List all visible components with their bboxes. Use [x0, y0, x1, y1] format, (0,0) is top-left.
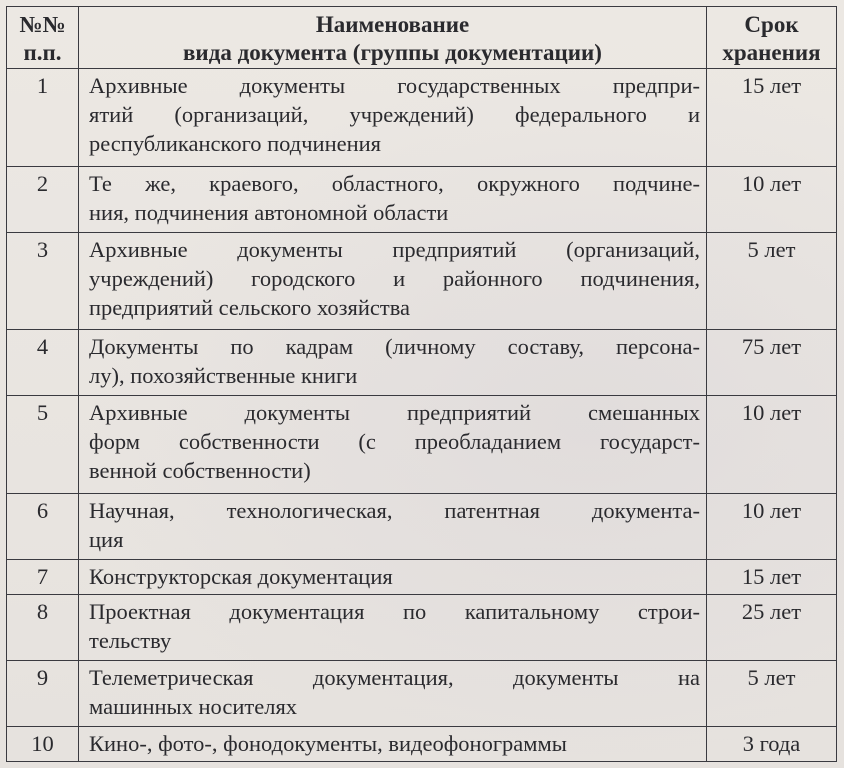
table-row: [7, 69, 837, 167]
document-name-line: Научная, технологическая, патентная документа-: [89, 498, 700, 524]
retention-term: 3 года: [707, 727, 837, 762]
document-name-line: Архивные документы предприятий смешанных: [89, 400, 700, 426]
table-header-row: [7, 7, 837, 69]
document-name-line: ятий (организаций, учреждений) федерального и: [89, 102, 700, 127]
document-name-line: Архивные документы государственных предпри-: [89, 73, 700, 98]
table-row: [7, 330, 837, 396]
table-row: [7, 494, 837, 560]
document-name-line: ния, подчинения автономной области: [89, 199, 449, 225]
document-name-line: Документы по кадрам (личному составу, персона-: [89, 334, 700, 360]
table-row: [7, 560, 837, 595]
retention-term: 25 лет: [707, 594, 837, 660]
retention-term: 5 лет: [707, 232, 837, 330]
document-type-name: [79, 560, 707, 595]
header-retention-term: Срок хранения: [707, 7, 837, 69]
document-type-name: [79, 494, 707, 560]
document-name-line: учреждений) городского и районного подчинения,: [89, 265, 700, 291]
document-name-line: Архивные документы предприятий (организаций,: [89, 236, 700, 262]
retention-term: 5 лет: [707, 661, 837, 727]
retention-term: 75 лет: [707, 330, 837, 396]
row-number: 3: [7, 232, 79, 330]
document-name-line: ция: [89, 527, 124, 553]
document-type-name: [79, 396, 707, 494]
header-number: №№ п.п.: [7, 7, 79, 69]
retention-table: [6, 6, 837, 762]
row-number: 7: [7, 560, 79, 595]
document-type-name: [79, 232, 707, 330]
retention-term: 10 лет: [707, 396, 837, 494]
retention-term: 15 лет: [707, 560, 837, 595]
table-body: [7, 69, 837, 762]
row-number: 2: [7, 166, 79, 232]
document-type-name: [79, 727, 707, 762]
document-type-name: [79, 661, 707, 727]
header-document-name: Наименование вида документа (группы документации): [79, 7, 707, 69]
document-name-line: Те же, краевого, областного, окружного подчине-: [89, 170, 700, 196]
document-name-line: венной собственности): [89, 458, 311, 484]
document-name-line: машинных носителях: [89, 694, 298, 720]
document-type-name: [79, 166, 707, 232]
document-type-name: [79, 69, 707, 167]
table-row: [7, 594, 837, 660]
row-number: 10: [7, 727, 79, 762]
row-number: 1: [7, 69, 79, 167]
document-name-line: предприятий сельского хозяйства: [89, 294, 411, 320]
document-name-line: Кино-, фото-, фонодокументы, видеофонограммы: [89, 731, 567, 757]
document-name-line: лу), похозяйственные книги: [89, 363, 358, 389]
document-name-line: Телеметрическая документация, документы на: [89, 665, 700, 691]
table-row: [7, 232, 837, 330]
table-row: [7, 661, 837, 727]
document-type-name: [79, 594, 707, 660]
table-row: [7, 396, 837, 494]
table-row: [7, 166, 837, 232]
table-row: [7, 727, 837, 762]
document-name-line: форм собственности (с преобладанием государст-: [89, 429, 700, 455]
retention-term: 10 лет: [707, 494, 837, 560]
retention-term: 15 лет: [707, 69, 837, 167]
document-name-line: тельству: [89, 627, 172, 653]
row-number: 8: [7, 594, 79, 660]
document-name-line: Конструкторская документация: [89, 564, 393, 590]
row-number: 4: [7, 330, 79, 396]
document-name-line: Проектная документация по капитальному строи-: [89, 598, 700, 624]
row-number: 6: [7, 494, 79, 560]
retention-term: 10 лет: [707, 166, 837, 232]
row-number: 5: [7, 396, 79, 494]
document-name-line: республиканского подчинения: [89, 131, 382, 156]
document-type-name: [79, 330, 707, 396]
row-number: 9: [7, 661, 79, 727]
